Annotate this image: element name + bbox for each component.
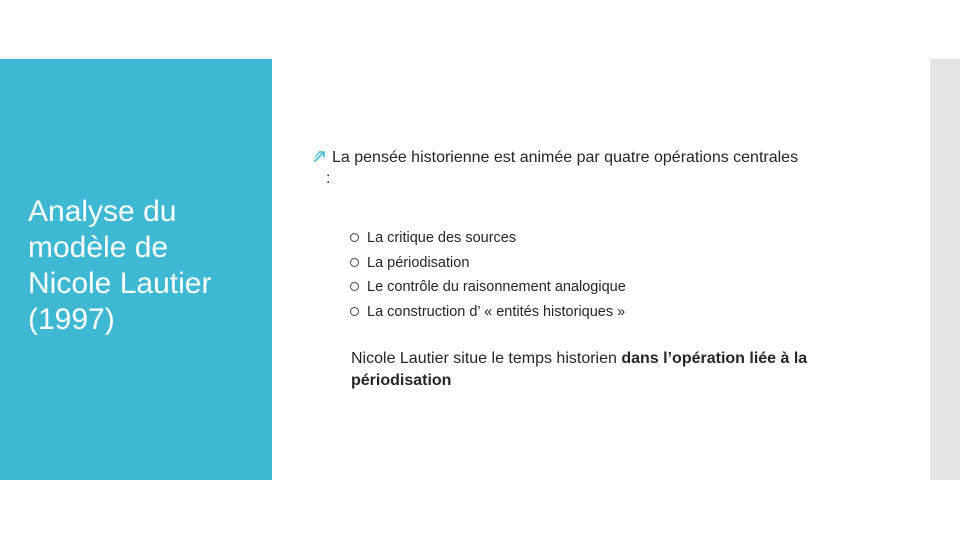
list-item-label: La construction d’ « entités historiques »	[367, 303, 626, 320]
hollow-circle-icon	[350, 258, 359, 267]
list-item-label: La critique des sources	[367, 230, 517, 246]
list-item	[350, 300, 626, 325]
conclusion-plain: Nicole Lautier situe le temps historien	[351, 350, 622, 367]
side-strip	[930, 59, 960, 480]
hollow-circle-icon	[350, 233, 359, 242]
list-item-label: La périodisation	[367, 254, 470, 271]
hollow-circle-icon	[350, 307, 359, 316]
list-item	[350, 251, 626, 276]
list-item	[350, 275, 626, 300]
slide-title: Analyse du modèle de Nicole Lautier (1997)	[28, 195, 212, 336]
list-item	[350, 226, 626, 251]
main-bullet-colon: :	[326, 170, 331, 187]
conclusion-text	[351, 348, 891, 392]
main-bullet	[314, 147, 894, 189]
list-item-label: Le contrôle du raisonnement analogique	[367, 279, 626, 295]
conclusion-bold: dans l’opération liée à la périodisation	[351, 350, 808, 389]
hollow-circle-icon	[350, 282, 359, 291]
sub-list	[350, 226, 626, 324]
main-bullet-text: La pensée historienne est animée par quatre opérations centrales	[332, 149, 799, 166]
arrow-icon	[314, 148, 328, 162]
